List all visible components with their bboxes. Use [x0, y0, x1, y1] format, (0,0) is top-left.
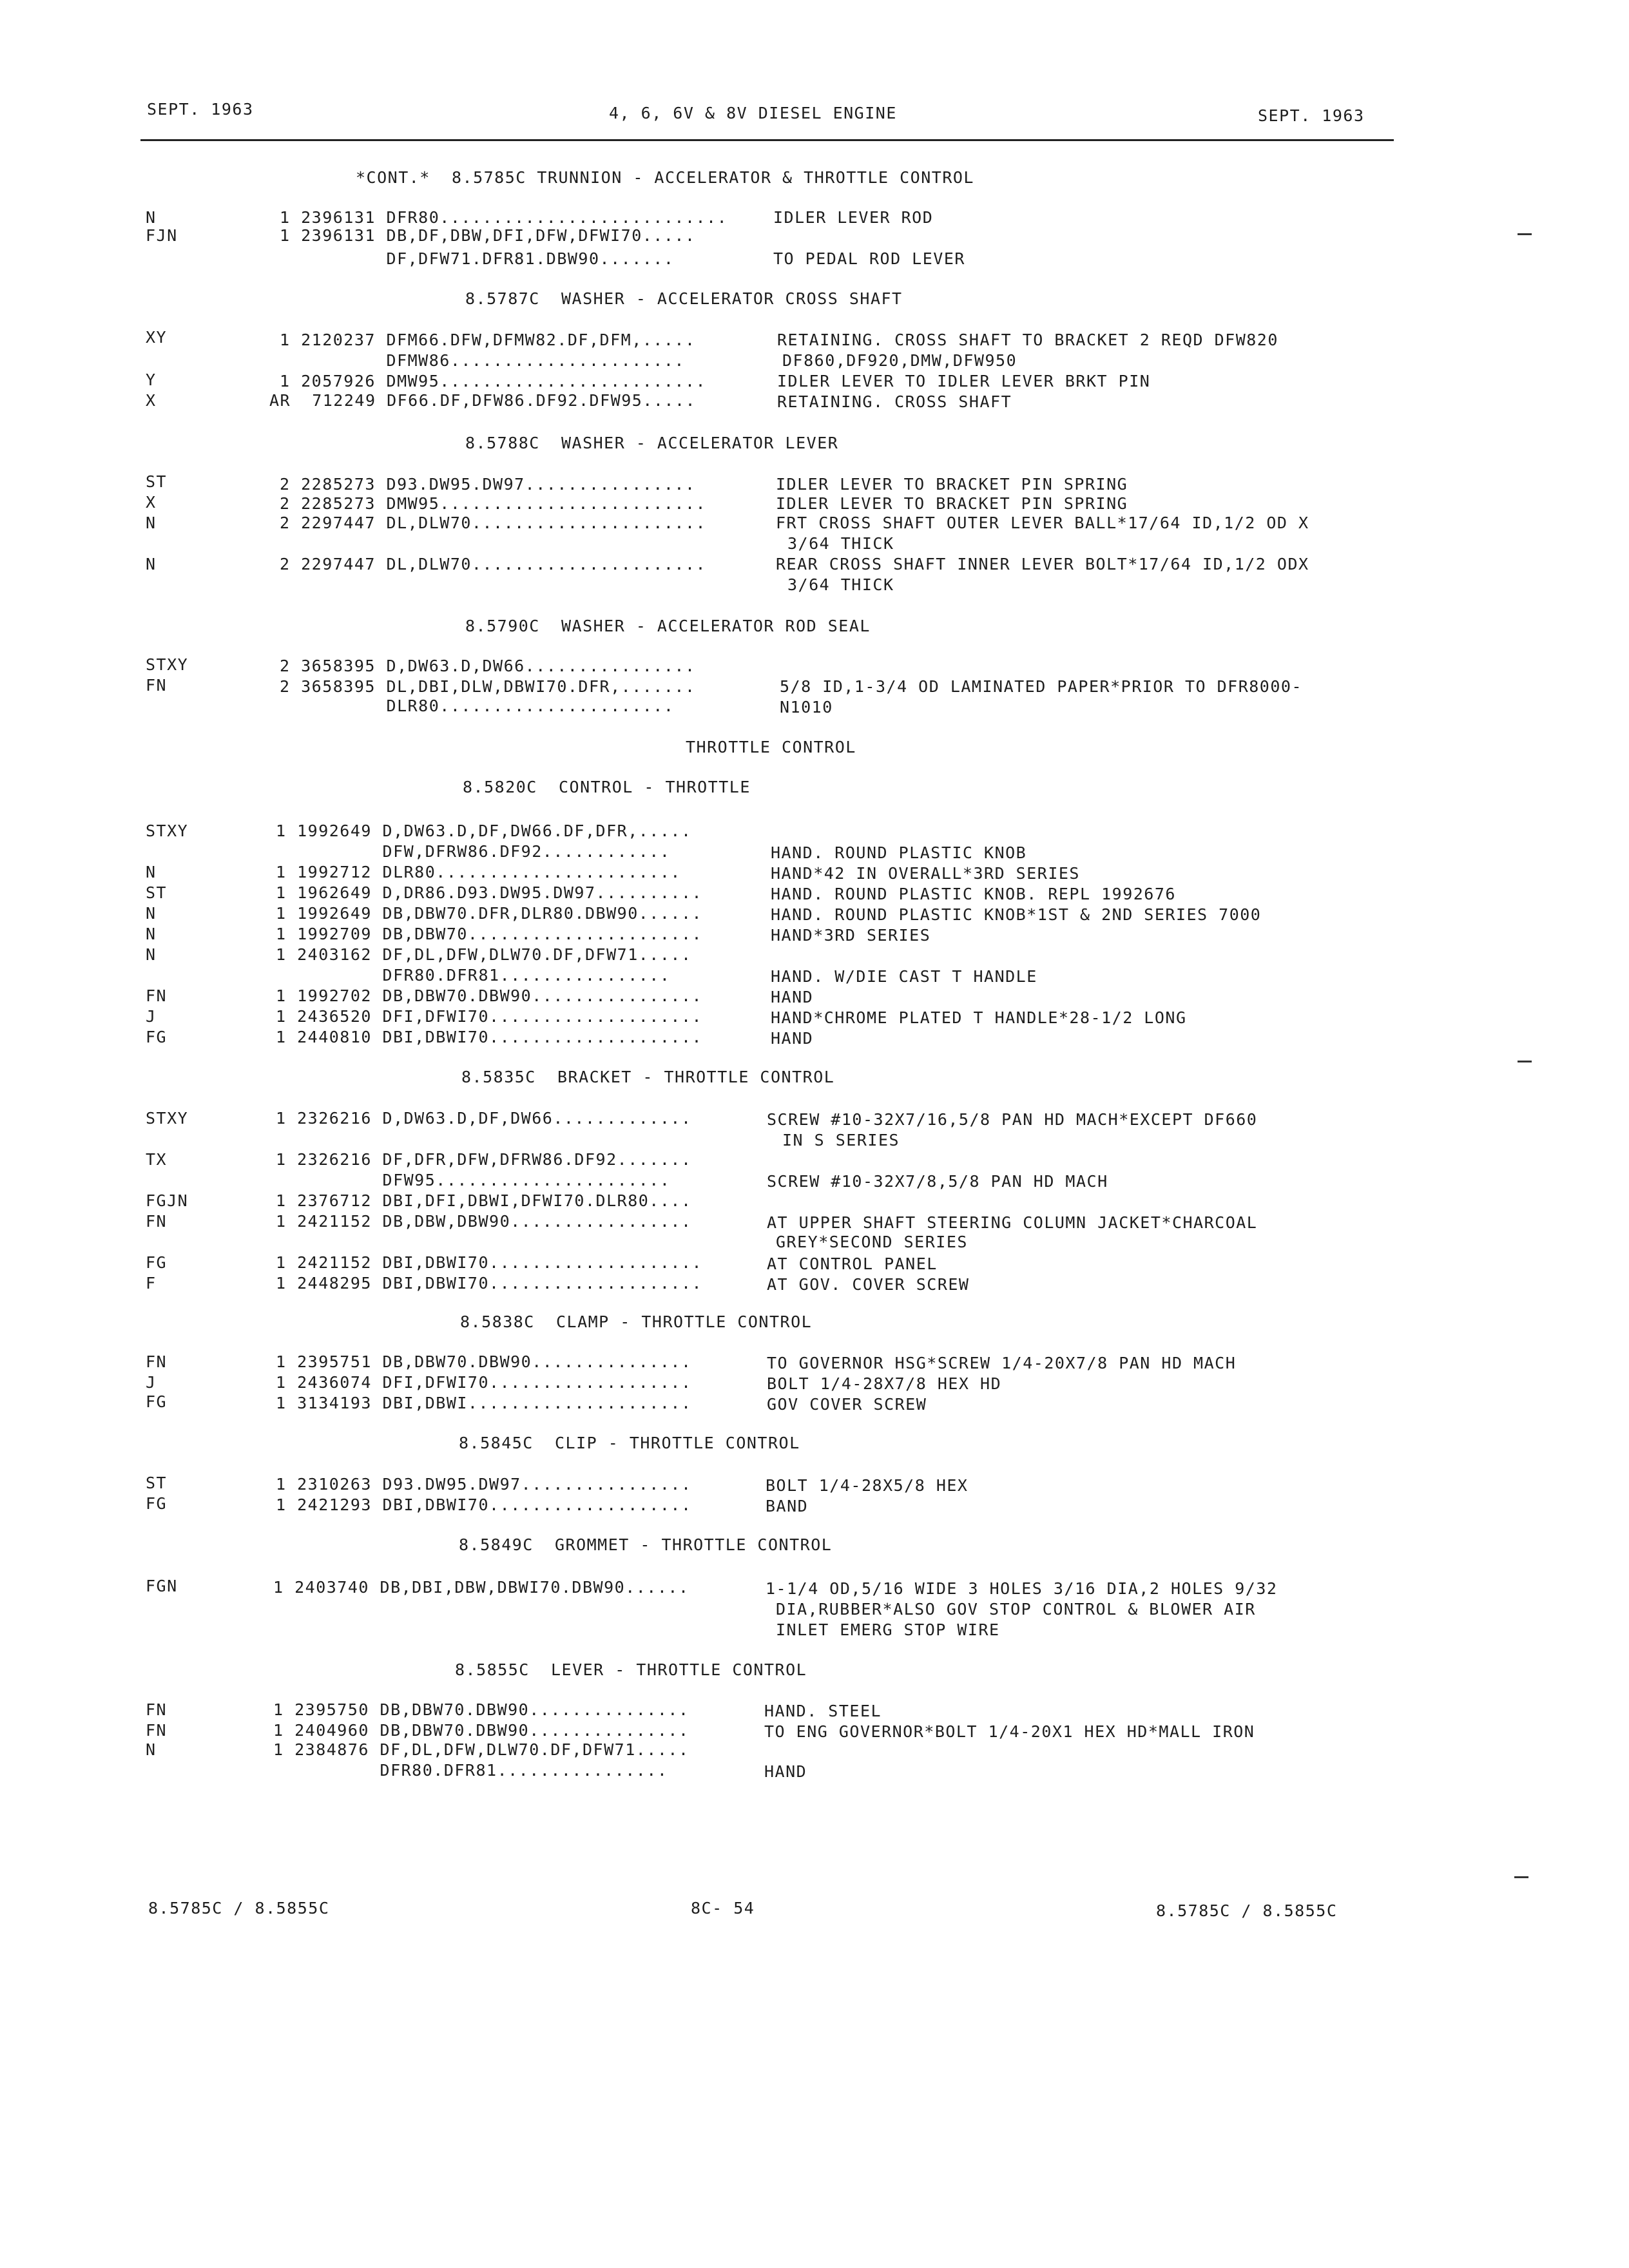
row-spec: DFMW86......................	[280, 351, 685, 370]
footer-right: 8.5785C / 8.5855C	[1156, 1901, 1338, 1920]
row-desc: TO ENG GOVERNOR*BOLT 1/4-20X1 HEX HD*MALL IRON	[764, 1722, 1255, 1741]
row-desc: TO PEDAL ROD LEVER	[773, 249, 965, 268]
row-desc: BOLT 1/4-28X7/8 HEX HD	[767, 1374, 1002, 1393]
row-spec: 1 2436074 DFI,DFWI70...................	[276, 1373, 692, 1392]
row-code: FN	[146, 676, 168, 695]
row-code: TX	[146, 1150, 168, 1169]
row-spec: 2 2285273 D93.DW95.DW97................	[280, 475, 696, 494]
section-heading: 8.5835C BRACKET - THROTTLE CONTROL	[461, 1068, 835, 1086]
row-spec: 2 2297447 DL,DLW70......................	[280, 555, 707, 573]
section-heading: 8.5838C CLAMP - THROTTLE CONTROL	[460, 1312, 813, 1331]
row-desc: HAND. ROUND PLASTIC KNOB*1ST & 2ND SERIES 7000	[771, 905, 1262, 924]
row-code: N	[146, 1740, 157, 1759]
row-code: FGN	[146, 1577, 178, 1595]
row-code: FN	[146, 1352, 168, 1371]
row-desc: HAND*42 IN OVERALL*3RD SERIES	[771, 864, 1080, 883]
row-spec: 1 2403740 DB,DBI,DBW,DBWI70.DBW90......	[273, 1578, 689, 1597]
row-desc: SCREW #10-32X7/8,5/8 PAN HD MACH	[767, 1172, 1108, 1191]
row-code: J	[146, 1373, 157, 1392]
row-code: STXY	[146, 1109, 189, 1128]
row-spec: 1 2421293 DBI,DBWI70...................	[276, 1495, 692, 1514]
row-desc: 3/64 THICK	[787, 575, 894, 594]
row-spec: 1 2310263 D93.DW95.DW97................	[276, 1475, 692, 1494]
row-spec: 2 3658395 D,DW63.D,DW66................	[280, 657, 696, 675]
row-code: N	[146, 925, 157, 943]
row-code: FG	[146, 1028, 168, 1046]
row-spec: 1 3134193 DBI,DBWI.....................	[276, 1394, 692, 1412]
row-desc: SCREW #10-32X7/16,5/8 PAN HD MACH*EXCEPT DF660	[767, 1110, 1258, 1129]
row-desc: GOV COVER SCREW	[767, 1395, 927, 1414]
row-desc: INLET EMERG STOP WIRE	[776, 1620, 1000, 1639]
row-desc: 1-1/4 OD,5/16 WIDE 3 HOLES 3/16 DIA,2 HOLES 9/32	[766, 1579, 1278, 1598]
section-heading: 8.5849C GROMMET - THROTTLE CONTROL	[459, 1535, 833, 1554]
row-spec: 1 2376712 DBI,DFI,DBWI,DFWI70.DLR80....	[276, 1191, 692, 1210]
row-spec: 1 2395751 DB,DBW70.DBW90...............	[276, 1352, 692, 1371]
row-code: N	[146, 555, 157, 573]
row-code: FG	[146, 1392, 168, 1411]
row-desc: HAND. ROUND PLASTIC KNOB	[771, 843, 1027, 862]
row-desc: BAND	[766, 1497, 809, 1515]
row-spec: 1 2448295 DBI,DBWI70....................	[276, 1274, 703, 1293]
row-code: FN	[146, 986, 168, 1005]
section-heading: 8.5790C WASHER - ACCELERATOR ROD SEAL	[465, 617, 871, 635]
row-spec: 2 2297447 DL,DLW70......................	[280, 514, 707, 532]
row-spec: DFR80.DFR81................	[276, 966, 671, 985]
row-code: FG	[146, 1494, 168, 1513]
row-desc: AT GOV. COVER SCREW	[767, 1275, 970, 1294]
header-right: SEPT. 1963	[1258, 106, 1365, 125]
row-code: ST	[146, 472, 168, 491]
row-spec: 1 2403162 DF,DL,DFW,DLW70.DF,DFW71.....	[276, 945, 692, 964]
row-desc: N1010	[780, 698, 833, 716]
margin-mark	[1514, 1876, 1528, 1878]
row-desc: RETAINING. CROSS SHAFT	[777, 392, 1012, 411]
row-code: ST	[146, 1474, 168, 1492]
row-desc: HAND. W/DIE CAST T HANDLE	[771, 967, 1037, 986]
row-desc: HAND	[764, 1762, 807, 1781]
row-desc: DIA,RUBBER*ALSO GOV STOP CONTROL & BLOWER AIR	[776, 1600, 1256, 1619]
row-code: F	[146, 1274, 157, 1293]
row-desc: BOLT 1/4-28X5/8 HEX	[766, 1476, 969, 1495]
row-code: XY	[146, 328, 168, 347]
row-desc: IDLER LEVER TO IDLER LEVER BRKT PIN	[777, 372, 1151, 390]
margin-mark	[1518, 1061, 1532, 1062]
row-spec: 2 2285273 DMW95.........................	[280, 494, 707, 513]
header-center: 4, 6, 6V & 8V DIESEL ENGINE	[609, 104, 897, 122]
row-desc: HAND*3RD SERIES	[771, 926, 931, 945]
row-desc: TO GOVERNOR HSG*SCREW 1/4-20X7/8 PAN HD MACH	[767, 1354, 1237, 1372]
row-spec: 1 2396131 DFR80...........................	[280, 208, 728, 227]
row-desc: HAND	[771, 988, 814, 1006]
row-code: FN	[146, 1721, 168, 1740]
row-spec: 1 1992702 DB,DBW70.DBW90................	[276, 986, 703, 1005]
row-code: Y	[146, 370, 157, 389]
margin-mark	[1518, 233, 1532, 235]
row-spec: DFW,DFRW86.DF92............	[276, 842, 671, 861]
row-spec: 1 2421152 DB,DBW,DBW90.................	[276, 1212, 692, 1231]
row-code: N	[146, 904, 157, 923]
footer-left: 8.5785C / 8.5855C	[148, 1899, 330, 1917]
row-spec: 1 2326216 D,DW63.D,DF,DW66.............	[276, 1109, 692, 1128]
row-spec: 1 2395750 DB,DBW70.DBW90...............	[273, 1700, 689, 1719]
row-desc: IN S SERIES	[782, 1131, 900, 1149]
row-spec: 1 1992649 DB,DBW70.DFR,DLR80.DBW90......	[276, 904, 703, 923]
row-desc: DF860,DF920,DMW,DFW950	[782, 351, 1017, 370]
row-spec: 1 2404960 DB,DBW70.DBW90...............	[273, 1721, 689, 1740]
row-spec: 1 2120237 DFM66.DFW,DFMW82.DF,DFM,.....	[280, 331, 696, 349]
row-desc: RETAINING. CROSS SHAFT TO BRACKET 2 REQD DFW820	[777, 331, 1278, 349]
row-spec: 2 3658395 DL,DBI,DLW,DBWI70.DFR,.......	[280, 677, 696, 696]
row-spec: DLR80......................	[280, 697, 675, 715]
section-heading: 8.5787C WASHER - ACCELERATOR CROSS SHAFT	[465, 289, 903, 308]
row-spec: 1 2326216 DF,DFR,DFW,DFRW86.DF92.......	[276, 1150, 692, 1169]
row-spec: 1 2436520 DFI,DFWI70....................	[276, 1007, 703, 1026]
header-left: SEPT. 1963	[147, 100, 254, 119]
row-code: FJN	[146, 226, 178, 245]
header-rule	[140, 139, 1394, 141]
row-desc: FRT CROSS SHAFT OUTER LEVER BALL*17/64 ID,1/2 OD X	[776, 514, 1309, 532]
row-spec: 1 1992649 D,DW63.D,DF,DW66.DF,DFR,.....	[276, 822, 692, 840]
row-desc: HAND	[771, 1029, 814, 1048]
row-code: FN	[146, 1700, 168, 1719]
row-desc: IDLER LEVER TO BRACKET PIN SPRING	[776, 475, 1128, 494]
footer-page-number: 8C- 54	[691, 1899, 755, 1917]
row-desc: HAND. ROUND PLASTIC KNOB. REPL 1992676	[771, 885, 1176, 903]
row-code: FG	[146, 1253, 168, 1272]
row-desc: IDLER LEVER ROD	[773, 208, 934, 227]
row-spec: DFR80.DFR81................	[273, 1761, 668, 1780]
section-heading: 8.5845C CLIP - THROTTLE CONTROL	[459, 1434, 800, 1452]
row-desc: HAND*CHROME PLATED T HANDLE*28-1/2 LONG	[771, 1008, 1187, 1027]
row-desc: GREY*SECOND SERIES	[776, 1233, 968, 1251]
row-code: N	[146, 208, 157, 227]
row-spec: 1 2057926 DMW95.........................	[280, 372, 707, 390]
row-code: J	[146, 1007, 157, 1026]
row-code: STXY	[146, 655, 189, 674]
row-spec: 1 1962649 D,DR86.D93.DW95.DW97..........	[276, 883, 703, 902]
row-code: FN	[146, 1212, 168, 1231]
row-spec: 1 1992709 DB,DBW70......................	[276, 925, 703, 943]
row-desc: HAND. STEEL	[764, 1702, 882, 1720]
row-spec: 1 2440810 DBI,DBWI70....................	[276, 1028, 703, 1046]
continuation-heading: *CONT.* 8.5785C TRUNNION - ACCELERATOR & THROTTLE CONTROL	[356, 168, 974, 187]
row-spec: AR 712249 DF66.DF,DFW86.DF92.DFW95.....	[269, 391, 697, 410]
row-desc: 3/64 THICK	[787, 534, 894, 553]
row-code: FGJN	[146, 1191, 189, 1210]
row-spec: 1 2421152 DBI,DBWI70....................	[276, 1253, 703, 1272]
row-spec: 1 2384876 DF,DL,DFW,DLW70.DF,DFW71.....	[273, 1740, 689, 1759]
row-desc: AT CONTROL PANEL	[767, 1254, 938, 1273]
section-heading: 8.5855C LEVER - THROTTLE CONTROL	[455, 1660, 807, 1679]
row-code: N	[146, 514, 157, 532]
row-code: N	[146, 945, 157, 964]
row-code: STXY	[146, 822, 189, 840]
group-heading: THROTTLE CONTROL	[686, 738, 856, 756]
row-spec: 1 2396131 DB,DF,DBW,DFI,DFW,DFWI70.....	[280, 226, 696, 245]
section-heading: 8.5820C CONTROL - THROTTLE	[463, 778, 751, 796]
row-spec: DF,DFW71.DFR81.DBW90.......	[280, 249, 675, 268]
section-heading: 8.5788C WASHER - ACCELERATOR LEVER	[465, 434, 839, 452]
row-spec: 1 1992712 DLR80.......................	[276, 863, 681, 881]
row-desc: 5/8 ID,1-3/4 OD LAMINATED PAPER*PRIOR TO DFR8000-	[780, 677, 1303, 696]
row-spec: DFW95......................	[276, 1171, 671, 1189]
row-desc: AT UPPER SHAFT STEERING COLUMN JACKET*CHARCOAL	[767, 1213, 1258, 1232]
row-desc: REAR CROSS SHAFT INNER LEVER BOLT*17/64 ID,1/2 ODX	[776, 555, 1309, 573]
row-code: N	[146, 863, 157, 881]
row-desc: IDLER LEVER TO BRACKET PIN SPRING	[776, 494, 1128, 513]
row-code: X	[146, 391, 157, 410]
row-code: ST	[146, 883, 168, 902]
row-code: X	[146, 493, 157, 512]
